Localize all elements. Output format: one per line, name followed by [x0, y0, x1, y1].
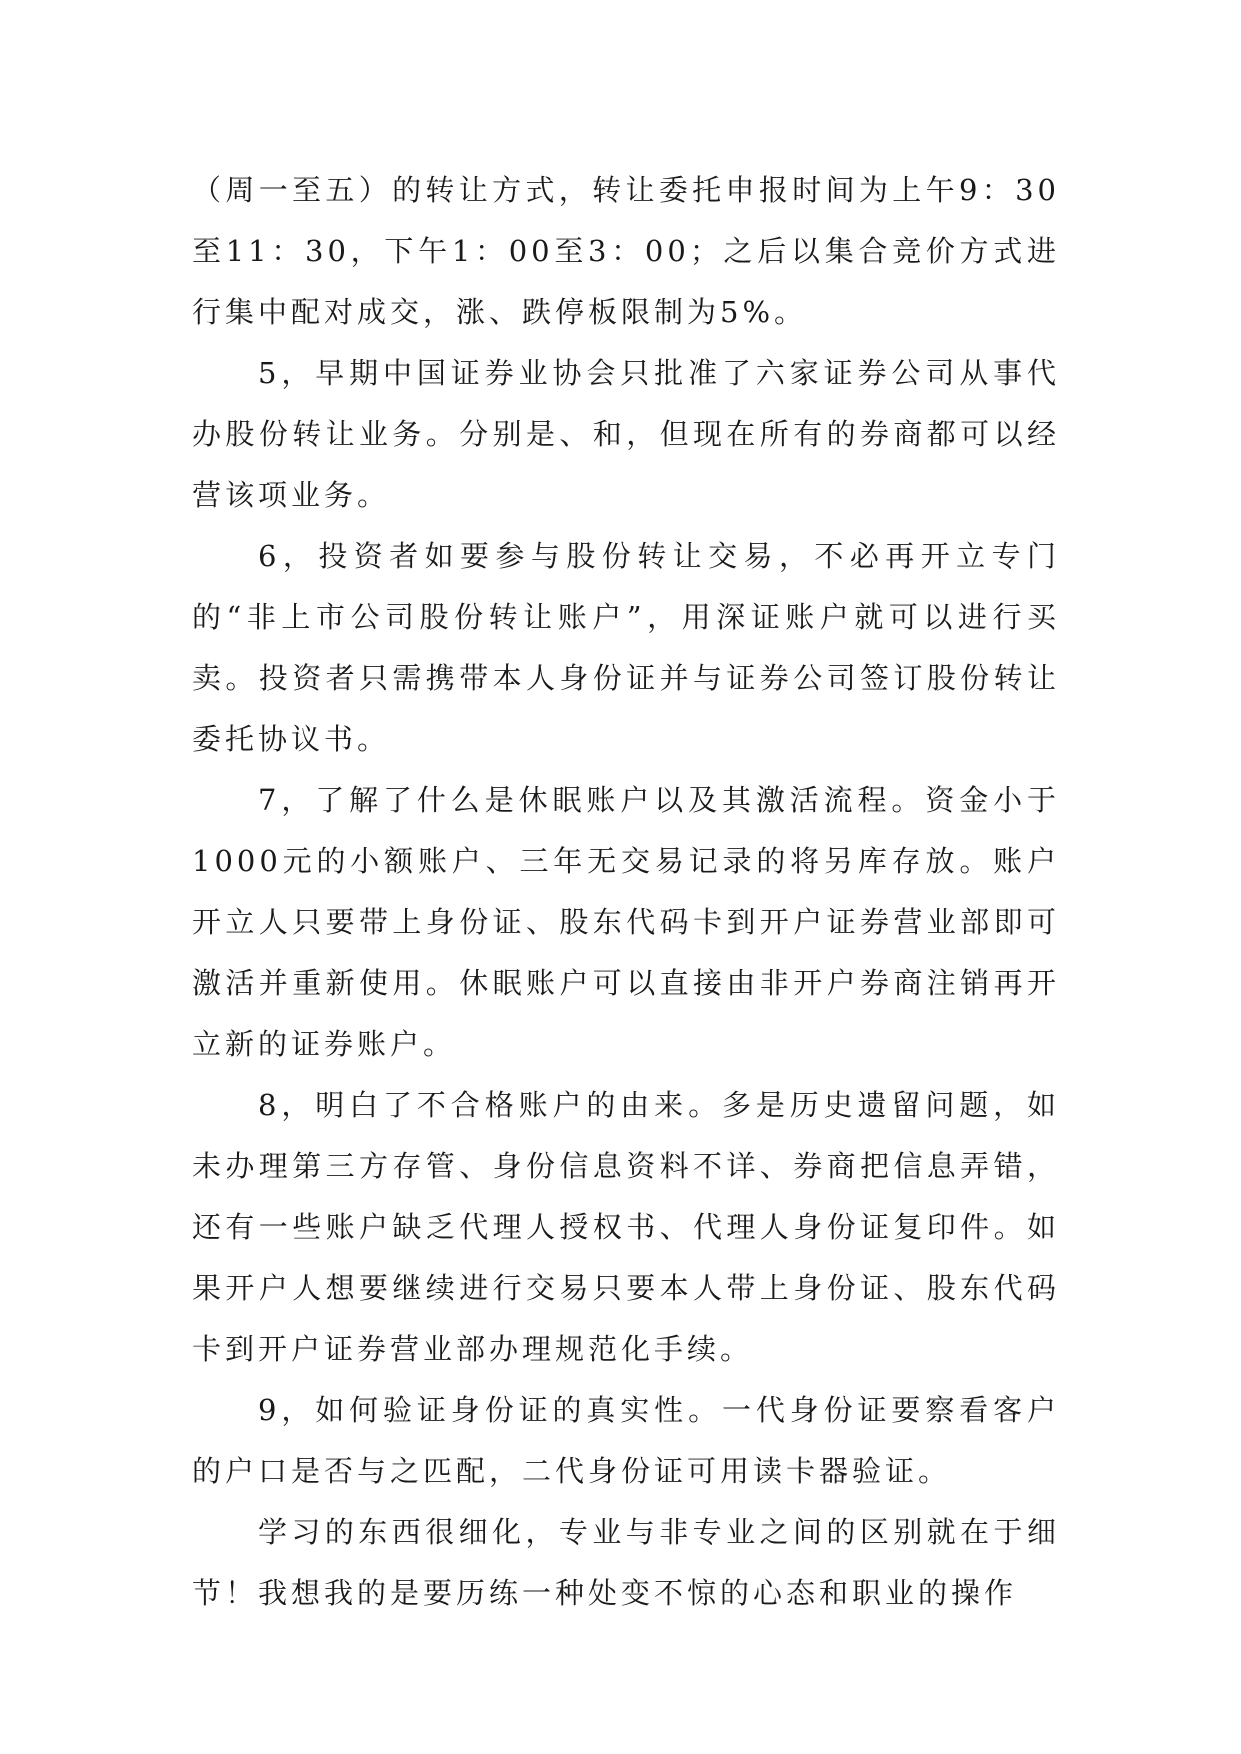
paragraph-summary: 学习的东西很细化，专业与非专业之间的区别就在于细节！我想我的是要历练一种处变不惊的心态和职业的操作 — [192, 1515, 1060, 1610]
paragraph-item-6: 6，投资者如要参与股份转让交易，不必再开立专门的“非上市公司股份转让账户”，用深证账户就可以进行买卖。投资者只需携带本人身份证并与证券公司签订股份转让委托协议书。 — [192, 539, 1060, 756]
paragraph-item-8: 8，明白了不合格账户的由来。多是历史遗留问题，如未办理第三方存管、身份信息资料不详、券商把信息弄错，还有一些账户缺乏代理人授权书、代理人身份证复印件。如果开户人想要继续进行交易只要本人带上身份证、股东代码卡到开户证券营业部办理规范化手续。 — [192, 1088, 1060, 1366]
paragraph-trading-hours: （周一至五）的转让方式，转让委托申报时间为上午9：30至11：30，下午1：00至3：00；之后以集合竞价方式进行集中配对成交，涨、跌停板限制为5%。 — [192, 173, 1060, 329]
document-body — [192, 160, 1060, 1624]
paragraph-item-9: 9，如何验证身份证的真实性。一代身份证要察看客户的户口是否与之匹配，二代身份证可用读卡器验证。 — [192, 1393, 1060, 1488]
paragraph-item-7: 7，了解了什么是休眠账户以及其激活流程。资金小于1000元的小额账户、三年无交易记录的将另库存放。账户开立人只要带上身份证、股东代码卡到开户证券营业部即可激活并重新使用。休眠账户可以直接由非开户券商注销再开立新的证券账户。 — [192, 783, 1060, 1061]
paragraph-item-5: 5，早期中国证券业协会只批准了六家证券公司从事代办股份转让业务。分别是、和，但现在所有的券商都可以经营该项业务。 — [192, 356, 1060, 512]
